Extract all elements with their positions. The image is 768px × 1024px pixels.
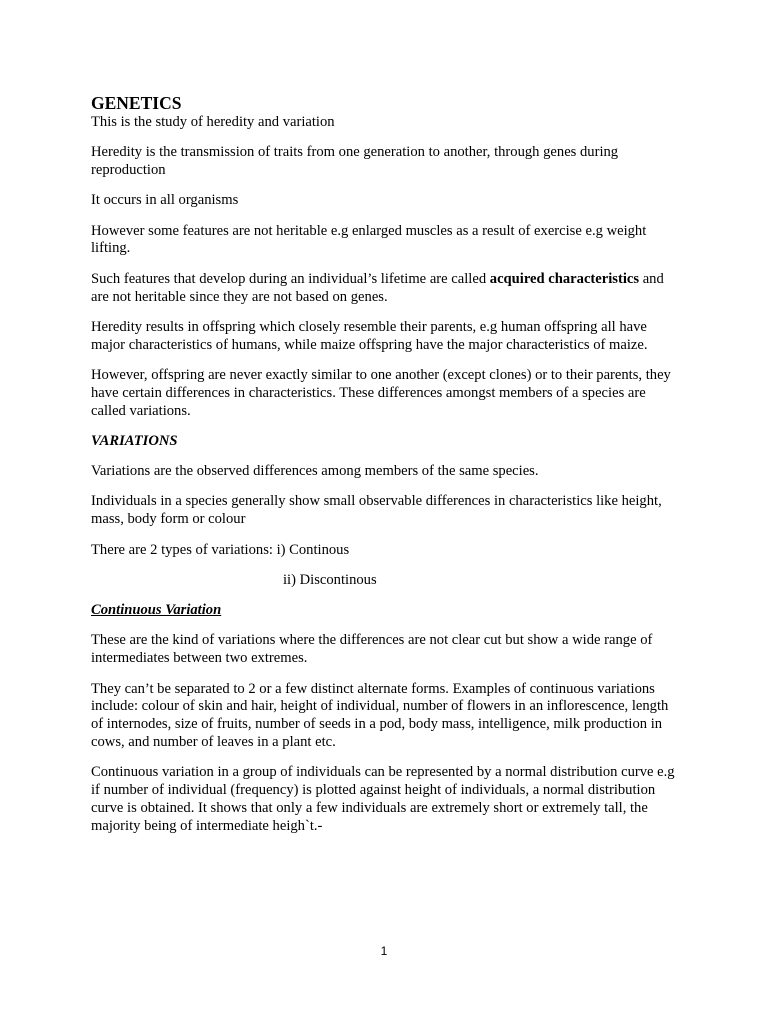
acquired-characteristics-paragraph (91, 271, 681, 307)
individuals-paragraph: Individuals in a species generally show small observable differences in characteristics like height, mass, body form or colour (91, 493, 662, 528)
not-heritable-paragraph: However some features are not heritable e.g enlarged muscles as a result of exercise e.g weight lifting. (91, 222, 647, 257)
continuous-curve-paragraph: Continuous variation in a group of individuals can be represented by a normal distribution curve e.g if number of individual (frequency) is plotted against height of individuals, a normal distribution curve is obtained. It shows that only a few individuals are extremely short or extremely tall, the majority being of intermediate heigh`t.- (91, 764, 675, 834)
acquired-characteristics-term: acquired characteristics (489, 270, 640, 287)
resemble-paragraph: Heredity results in offspring which closely resemble their parents, e.g human offspring all have major characteristics of humans, while maize offspring have the major characteristics of maize. (91, 318, 648, 353)
continuous-examples-paragraph: They can’t be separated to 2 or a few distinct alternate forms. Examples of continuous variations include: colour of skin and hair, height of individual, number of flowers in an inflorescence, length of internodes, size of fruits, number of seeds in a pod, body mass, intelligence, milk production in cows, and number of leaves in a plant etc. (91, 680, 669, 750)
continuous-definition-paragraph: These are the kind of variations where the differences are not clear cut but show a wide range of intermediates between two extremes. (91, 632, 653, 667)
differences-paragraph: However, offspring are never exactly similar to one another (except clones) or to their parents, they have certain differences in characteristics. These differences amongst members of a species are called variations. (91, 366, 671, 419)
types-item-ii: ii) Discontinous (283, 571, 377, 588)
continuous-variation-heading: Continuous Variation (91, 602, 222, 619)
variations-heading: VARIATIONS (91, 432, 178, 449)
document-title: GENETICS (91, 93, 182, 113)
heredity-paragraph: Heredity is the transmission of traits from one generation to another, through genes during reproduction (91, 144, 619, 179)
all-organisms-paragraph: It occurs in all organisms (91, 192, 239, 209)
intro-paragraph: This is the study of heredity and variation (91, 114, 335, 130)
acquired-pre-text: Such features that develop during an individual’s lifetime are called (91, 270, 490, 287)
document-body (91, 93, 681, 848)
types-paragraph: There are 2 types of variations: i) Continous (91, 541, 350, 558)
variations-definition-paragraph: Variations are the observed differences among members of the same species. (91, 463, 539, 480)
acquired-post-text: and are not heritable since they are not based on genes. (91, 270, 664, 305)
page-number: 1 (380, 944, 388, 958)
